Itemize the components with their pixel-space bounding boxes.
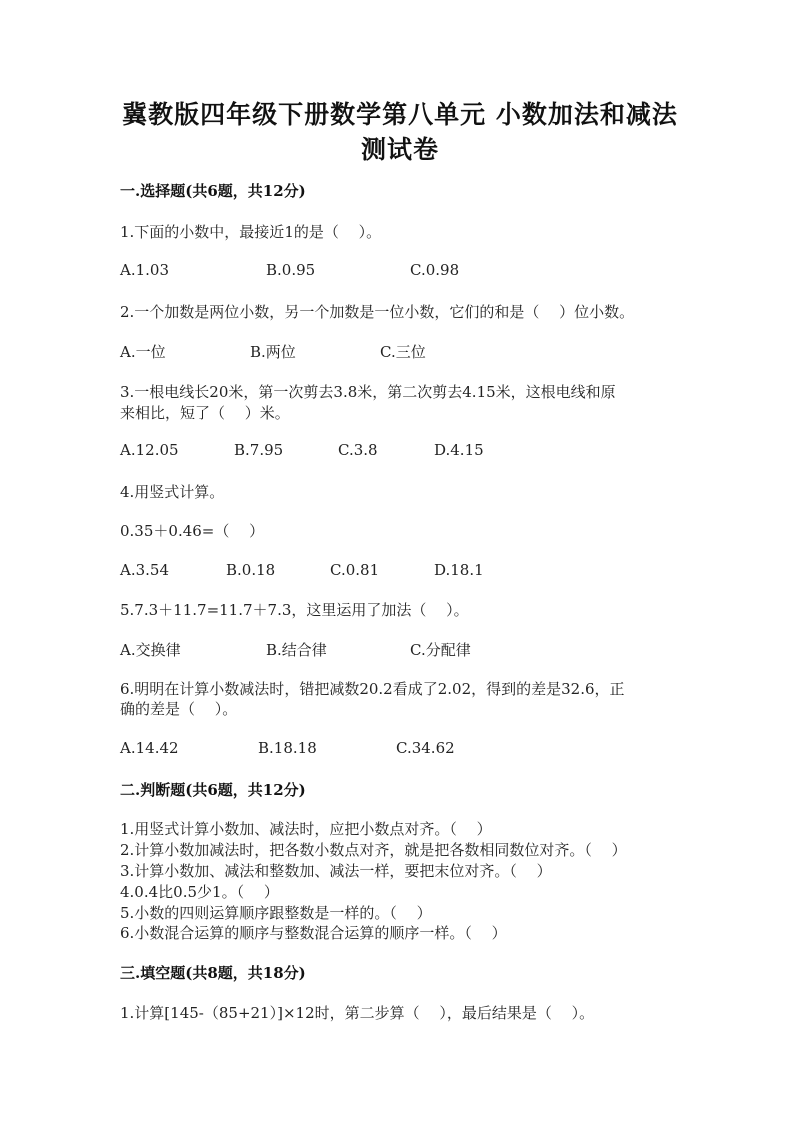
question-2-option-c: C.三位 <box>380 343 426 361</box>
question-4-option-b: B.0.18 <box>226 561 276 579</box>
question-3-option-a: A.12.05 <box>120 441 179 459</box>
judgment-item-6: 6.小数混合运算的顺序与整数混合运算的顺序一样。（ ） <box>120 924 507 942</box>
question-1-option-a: A.1.03 <box>120 261 169 279</box>
page-title: 冀教版四年级下册数学第八单元 小数加法和减法 <box>122 100 678 129</box>
question-6-text-line1: 6.明明在计算小数减法时，错把减数20.2看成了2.02，得到的差是32.6，正 <box>120 680 625 698</box>
question-6-option-b: B.18.18 <box>258 739 317 757</box>
question-3-option-b: B.7.95 <box>234 441 284 459</box>
fill-blank-item-1: 1.计算[145-（85+21）]×12时，第二步算（ ），最后结果是（ ）。 <box>120 1004 595 1022</box>
section-heading-judgment: 二.判断题(共6题，共12分) <box>120 781 306 799</box>
question-3-text-line1: 3.一根电线长20米，第一次剪去3.8米，第二次剪去4.15米，这根电线和原 <box>120 383 616 401</box>
question-5-option-a: A.交换律 <box>120 641 181 659</box>
judgment-item-1: 1.用竖式计算小数加、减法时，应把小数点对齐。（ ） <box>120 820 492 838</box>
judgment-item-3: 3.计算小数加、减法和整数加、减法一样，要把末位对齐。（ ） <box>120 862 552 880</box>
question-3-option-c: C.3.8 <box>338 441 378 459</box>
question-5-text: 5.7.3＋11.7=11.7＋7.3，这里运用了加法（ ）。 <box>120 601 469 619</box>
question-6-text-line2: 确的差是（ ）。 <box>120 700 238 718</box>
question-4-subtext: 0.35＋0.46=（ ） <box>120 522 265 540</box>
section-heading-fill-blank: 三.填空题(共8题，共18分) <box>120 964 306 982</box>
question-2-text: 2.一个加数是两位小数，另一个加数是一位小数，它们的和是（ ）位小数。 <box>120 303 635 321</box>
question-5-option-c: C.分配律 <box>410 641 471 659</box>
judgment-item-4: 4.0.4比0.5少1。（ ） <box>120 883 279 901</box>
question-3-option-d: D.4.15 <box>434 441 484 459</box>
section-heading-choice: 一.选择题(共6题，共12分) <box>120 182 306 200</box>
question-4-option-d: D.18.1 <box>434 561 484 579</box>
judgment-item-2: 2.计算小数加减法时，把各数小数点对齐，就是把各数相同数位对齐。（ ） <box>120 841 627 859</box>
question-2-option-a: A.一位 <box>120 343 166 361</box>
question-2-option-b: B.两位 <box>250 343 296 361</box>
question-4-option-a: A.3.54 <box>120 561 169 579</box>
question-4-text: 4.用竖式计算。 <box>120 483 225 501</box>
question-5-option-b: B.结合律 <box>266 641 327 659</box>
question-1-option-b: B.0.95 <box>266 261 316 279</box>
question-6-option-a: A.14.42 <box>120 739 179 757</box>
question-3-text-line2: 来相比，短了（ ）米。 <box>120 404 290 422</box>
question-1-text: 1.下面的小数中，最接近1的是（ ）。 <box>120 223 382 241</box>
judgment-item-5: 5.小数的四则运算顺序跟整数是一样的。（ ） <box>120 904 432 922</box>
page-subtitle: 测试卷 <box>360 135 439 164</box>
question-4-option-c: C.0.81 <box>330 561 380 579</box>
question-6-option-c: C.34.62 <box>396 739 455 757</box>
question-1-option-c: C.0.98 <box>410 261 460 279</box>
